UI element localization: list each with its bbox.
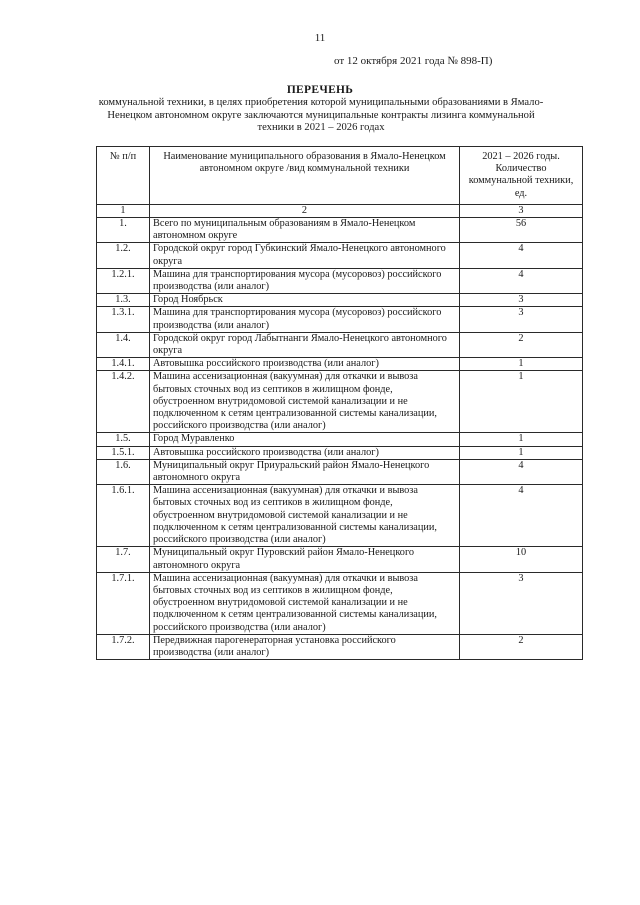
document-title: ПЕРЕЧЕНЬ [286,84,354,96]
table-row [97,485,583,547]
table-row [97,358,583,371]
table-row [97,634,583,659]
table-row [97,547,583,572]
index-cell: 2 [150,204,460,217]
row-name-cell: Городской округ город Лабытнанги Ямало-Ненецкого автономного округа [150,332,460,357]
row-number-cell: 1.2.1. [97,268,150,293]
table-index-row [97,204,583,217]
table-row [97,307,583,332]
row-number-cell: 1.7.2. [97,634,150,659]
row-quantity-cell: 1 [460,446,583,459]
row-name-cell: Машина ассенизационная (вакуумная) для откачки и вывоза бытовых сточных вод из септиков в жилищном фонде, обустроенном внутридомовой системой канализации и не подключенном к сетям централизованной системы канализации, российского производства (или аналог) [150,371,460,433]
row-number-cell: 1.7.1. [97,572,150,634]
row-name-cell: Машина ассенизационная (вакуумная) для откачки и вывоза бытовых сточных вод из септиков в жилищном фонде, обустроенном внутридомовой системой канализации и не подключенном к сетям централизованной системы канализации, российского производства (или аналог) [150,485,460,547]
row-quantity-cell: 2 [460,332,583,357]
row-number-cell: 1.6. [97,459,150,484]
row-quantity-cell: 4 [460,268,583,293]
row-quantity-cell: 3 [460,572,583,634]
row-number-cell: 1.4. [97,332,150,357]
row-name-cell: Машина для транспортирования мусора (мусоровоз) российского производства (или аналог) [150,268,460,293]
row-number-cell: 1.6.1. [97,485,150,547]
table-row [97,446,583,459]
header-name: Наименование муниципального образования в Ямало-Ненецком автономном округе /вид коммунальной техники [150,147,460,205]
header-quantity: 2021 – 2026 годы. Количество коммунальной техники, ед. [460,147,583,205]
row-quantity-cell: 1 [460,358,583,371]
header-number: № п/п [97,147,150,205]
row-quantity-cell: 10 [460,547,583,572]
row-name-cell: Городской округ город Губкинский Ямало-Ненецкого автономного округа [150,243,460,268]
table-row [97,459,583,484]
table-row [97,268,583,293]
row-number-cell: 1.4.2. [97,371,150,433]
row-quantity-cell: 4 [460,459,583,484]
row-name-cell: Муниципальный округ Приуральский район Ямало-Ненецкого автономного округа [150,459,460,484]
table-row [97,294,583,307]
row-name-cell: Передвижная парогенераторная установка российского производства (или аналог) [150,634,460,659]
index-cell: 1 [97,204,150,217]
row-number-cell: 1.5. [97,433,150,446]
row-number-cell: 1. [97,218,150,243]
row-quantity-cell: 1 [460,433,583,446]
table-row [97,218,583,243]
row-name-cell: Машина ассенизационная (вакуумная) для откачки и вывоза бытовых сточных вод из септиков в жилищном фонде, обустроенном внутридомовой системой канализации и не подключенном к сетям централизованной системы канализации, российского производства (или аналог) [150,572,460,634]
table-row [97,371,583,433]
table-row [97,243,583,268]
row-name-cell: Автовышка российского производства (или аналог) [150,446,460,459]
table-row [97,433,583,446]
row-name-cell: Город Муравленко [150,433,460,446]
row-number-cell: 1.4.1. [97,358,150,371]
index-cell: 3 [460,204,583,217]
row-name-cell: Муниципальный округ Пуровский район Ямало-Ненецкого автономного округа [150,547,460,572]
row-number-cell: 1.2. [97,243,150,268]
row-quantity-cell: 3 [460,307,583,332]
row-number-cell: 1.3.1. [97,307,150,332]
row-number-cell: 1.3. [97,294,150,307]
table-row [97,332,583,357]
row-quantity-cell: 3 [460,294,583,307]
row-name-cell: Город Ноябрьск [150,294,460,307]
row-name-cell: Всего по муниципальным образованиям в Ямало-Ненецком автономном округе [150,218,460,243]
document-reference: от 12 октября 2021 года № 898-П) [334,55,493,67]
page-number: 11 [314,32,326,44]
table-header-row [97,147,583,205]
document-subtitle: коммунальной техники, в целях приобретения которой муниципальными образованиями в Ямало-Ненецком автономном округе заключаются муниципальные контракты лизинга коммунальной техники в 2021 – 2026 годах [98,97,544,134]
row-name-cell: Машина для транспортирования мусора (мусоровоз) российского производства (или аналог) [150,307,460,332]
equipment-table [96,146,583,660]
row-quantity-cell: 2 [460,634,583,659]
row-number-cell: 1.7. [97,547,150,572]
row-quantity-cell: 56 [460,218,583,243]
row-quantity-cell: 4 [460,485,583,547]
table-row [97,572,583,634]
row-quantity-cell: 4 [460,243,583,268]
row-name-cell: Автовышка российского производства (или аналог) [150,358,460,371]
row-quantity-cell: 1 [460,371,583,433]
row-number-cell: 1.5.1. [97,446,150,459]
